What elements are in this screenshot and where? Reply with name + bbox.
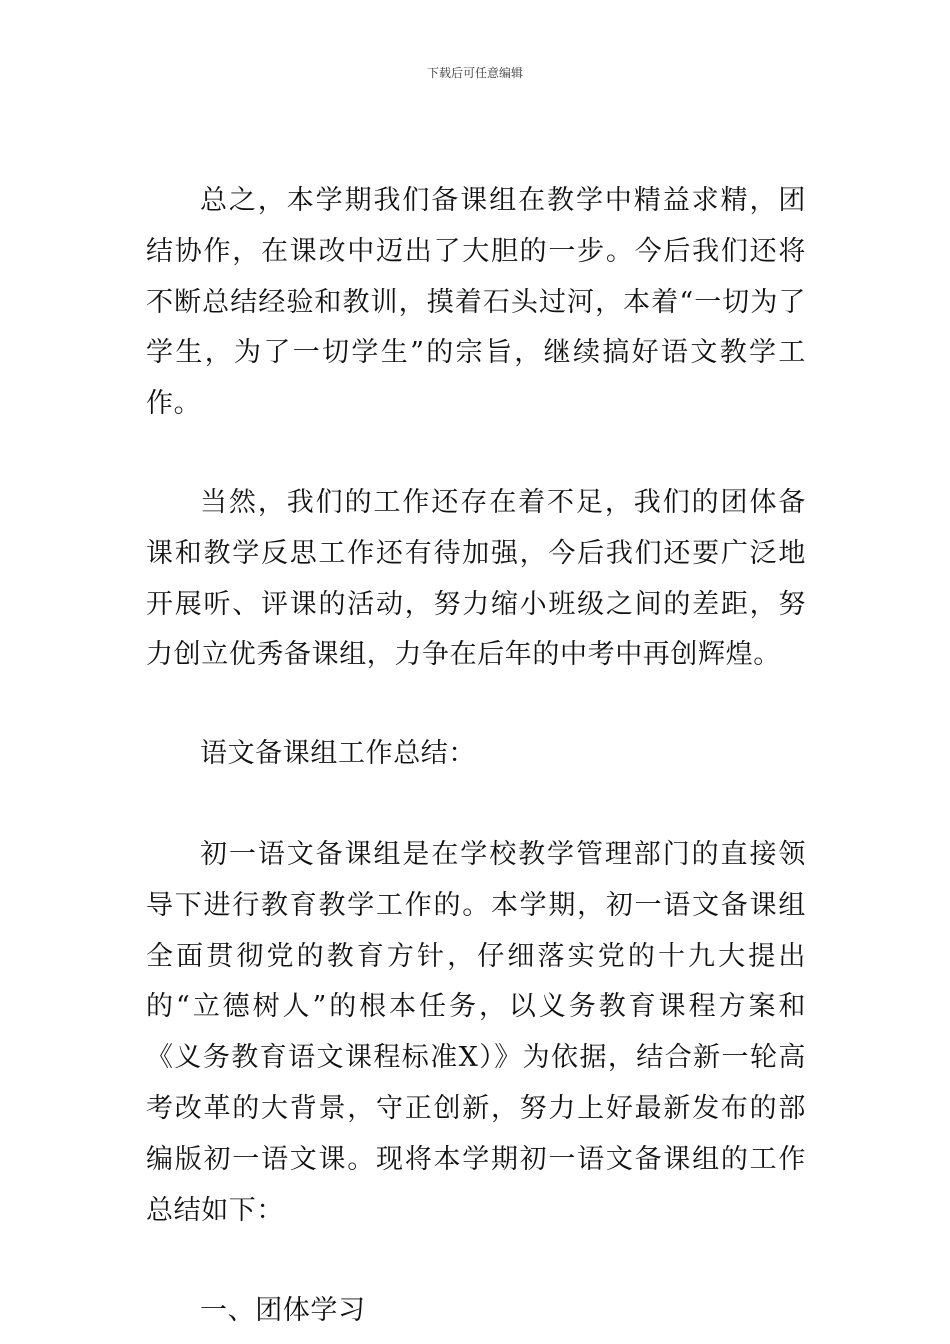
paragraph-summary: 总之，本学期我们备课组在教学中精益求精，团结协作，在课改中迈出了大胆的一步。今后我们还将不断总结经验和教训，摸着石头过河，本着“一切为了学生，为了一切学生”的宗旨，继续搞好语文教学工作。 bbox=[146, 185, 806, 420]
document-body bbox=[146, 176, 806, 1337]
section-title: 语文备课组工作总结： bbox=[200, 738, 476, 770]
paragraph-introduction: 初一语文备课组是在学校教学管理部门的直接领导下进行教育教学工作的。本学期，初一语文备课组全面贯彻党的教育方针，仔细落实党的十九大提出的“立德树人”的根本任务，以义务教育课程方案和《义务教育语文课程标准X）》为依据，结合新一轮高考改革的大背景，守正创新，努力上好最新发布的部编版初一语文课。现将本学期初一语文备课组的工作总结如下： bbox=[146, 838, 806, 1226]
section-heading-group-study: 一、团体学习 bbox=[200, 1295, 366, 1327]
paragraph-shortcomings: 当然，我们的工作还存在着不足，我们的团体备课和教学反思工作还有待加强，今后我们还要广泛地开展听、评课的活动，努力缩小班级之间的差距，努力创立优秀备课组，力争在后年的中考中再创辉煌。 bbox=[146, 486, 806, 671]
page-header-note: 下载后可任意编辑 bbox=[426, 66, 523, 80]
